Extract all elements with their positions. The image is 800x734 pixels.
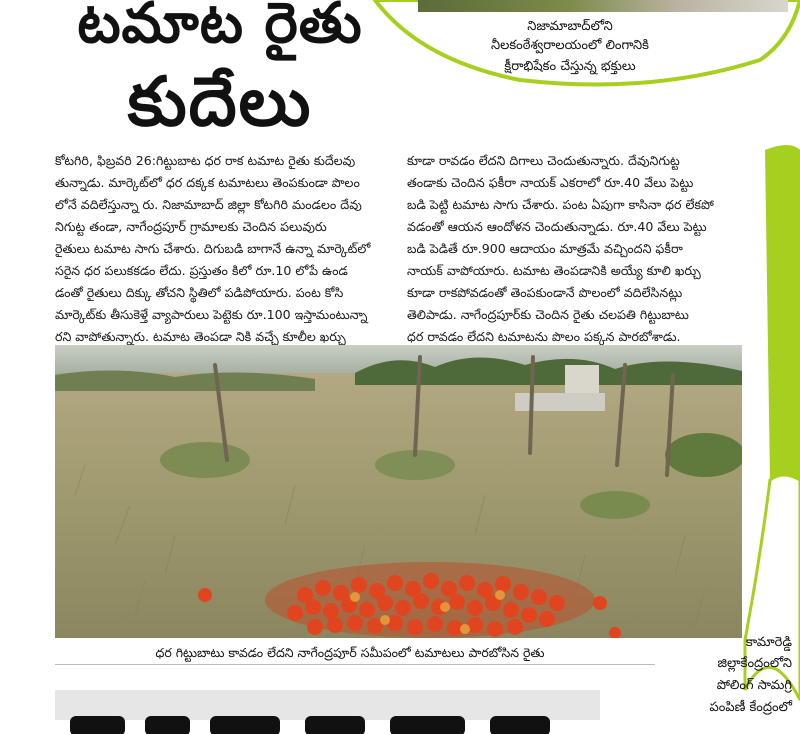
article-line: తండాకు చెందిన ఫకీరా నాయక్ ఎకరాలో రూ.40 వేలు పెట్టు bbox=[407, 175, 694, 190]
tomato-field-photo bbox=[55, 345, 742, 638]
article-line: మార్కెట్‌కు తీసుకెళ్తే వ్యాపారులు పెట్టెకు రూ.100 ఇస్తామంటున్నా bbox=[55, 307, 368, 322]
caption-divider bbox=[55, 664, 655, 665]
headline-line-1: టమాట రైతు bbox=[77, 0, 363, 56]
article-line: రని వాపోతున్నారు. టమాట తెంపడా నికి వచ్చే కూలీల ఖర్చు bbox=[55, 329, 346, 344]
sidebar-caption-line: కామారెడ్డి bbox=[745, 635, 792, 650]
headline-line-2: కుదేలు bbox=[127, 63, 313, 142]
article-line: తున్నాడు. మార్కెట్‌లో ధర దక్కక టమాటలు తెంపకుండా పొలం bbox=[55, 175, 360, 190]
article-line: సరైన ధర పలుకకడం లేదు. ప్రస్తుతం కిలో రూ.10 లోపే ఉండ bbox=[55, 263, 348, 278]
inset-caption-line: నీలకంఠేశ్వరాలయంలో లింగానికి bbox=[491, 38, 649, 53]
article-line: కూడా రాకపోవడంతో తెంపకుండానే పొలంలో వదిలేసినట్లు bbox=[407, 285, 683, 300]
article-column-2 bbox=[407, 150, 747, 348]
article-line: కూడా రావడం లేదని దిగాలు చెందుతున్నారు. దేవునిగుట్ట bbox=[407, 153, 680, 168]
article-line: రైతులు టమాట సాగు చేశారు. దిగుబడి బాగానే ఉన్నా మార్కెట్‌లో bbox=[55, 241, 371, 256]
sidebar-caption-line: పంపిణీ కేంద్రంలో bbox=[709, 700, 792, 715]
article-line: ధర రావడం లేదని టమాటను పొలం పక్కన పారబోశాడు. bbox=[407, 329, 681, 344]
article-line: నిగుట్ట తండా, నాగేంద్రపూర్ గ్రామాలకు చెందిన పలువురు bbox=[55, 219, 327, 234]
article-line: తెలిపాడు. నాగేంద్రపూర్‌కు చెందిన రైతు చలపతి గిట్టుబాటు bbox=[407, 307, 689, 322]
photo-caption: ధర గిట్టుబాటు కావడం లేదని నాగేంద్రపూర్ సమీపంలో టమాటలు పారబోసిన రైతు bbox=[155, 645, 545, 660]
next-headline-cropped bbox=[60, 694, 590, 734]
sidebar-caption-line: పోలింగ్ సామగ్రి bbox=[716, 678, 792, 693]
article-line: కోటగిరి, ఫిబ్రవరి 26:గిట్టుబాట ధర రాక టమాట రైతు కుదేలవు bbox=[55, 153, 356, 168]
article-line: బడి పెడితే రూ.900 ఆదాయం మాత్రమే వచ్చిందని ఫకీరా bbox=[407, 241, 683, 256]
article-line: నాయక్ వాపోయారు. టమాట తెంపడానికి అయ్యే కూలి ఖర్చు bbox=[407, 263, 701, 278]
temple-photo bbox=[418, 0, 788, 12]
article-line: వడంతో ఆయన ఆందోళన చెందుతున్నాడు. రూ.40 వేలు పెట్టు bbox=[407, 219, 707, 234]
field-illustration bbox=[55, 345, 742, 638]
article-line: బడి పెట్టి టమాట సాగు చేశారు. పంట ఏపుగా కాసినా ధర లేకపో bbox=[407, 197, 714, 212]
inset-caption-line: క్షీరాభిషేకం చేస్తున్న భక్తులు bbox=[504, 59, 636, 74]
article-column-1 bbox=[55, 150, 390, 348]
sidebar-caption-line: జిల్లాకేంద్రంలోని bbox=[717, 656, 792, 671]
article-line: డంతో రైతులు దిక్కు తోచని స్థితిలో పడిపోయారు. పంట కోసి bbox=[55, 285, 344, 300]
article-line: లోనే వదిలేస్తున్నా రు. నిజామాబాద్ జిల్లా కోటగిరి మండలం దేవు bbox=[55, 197, 362, 212]
inset-caption-line: నిజామాబాద్‌లోని bbox=[527, 19, 613, 34]
